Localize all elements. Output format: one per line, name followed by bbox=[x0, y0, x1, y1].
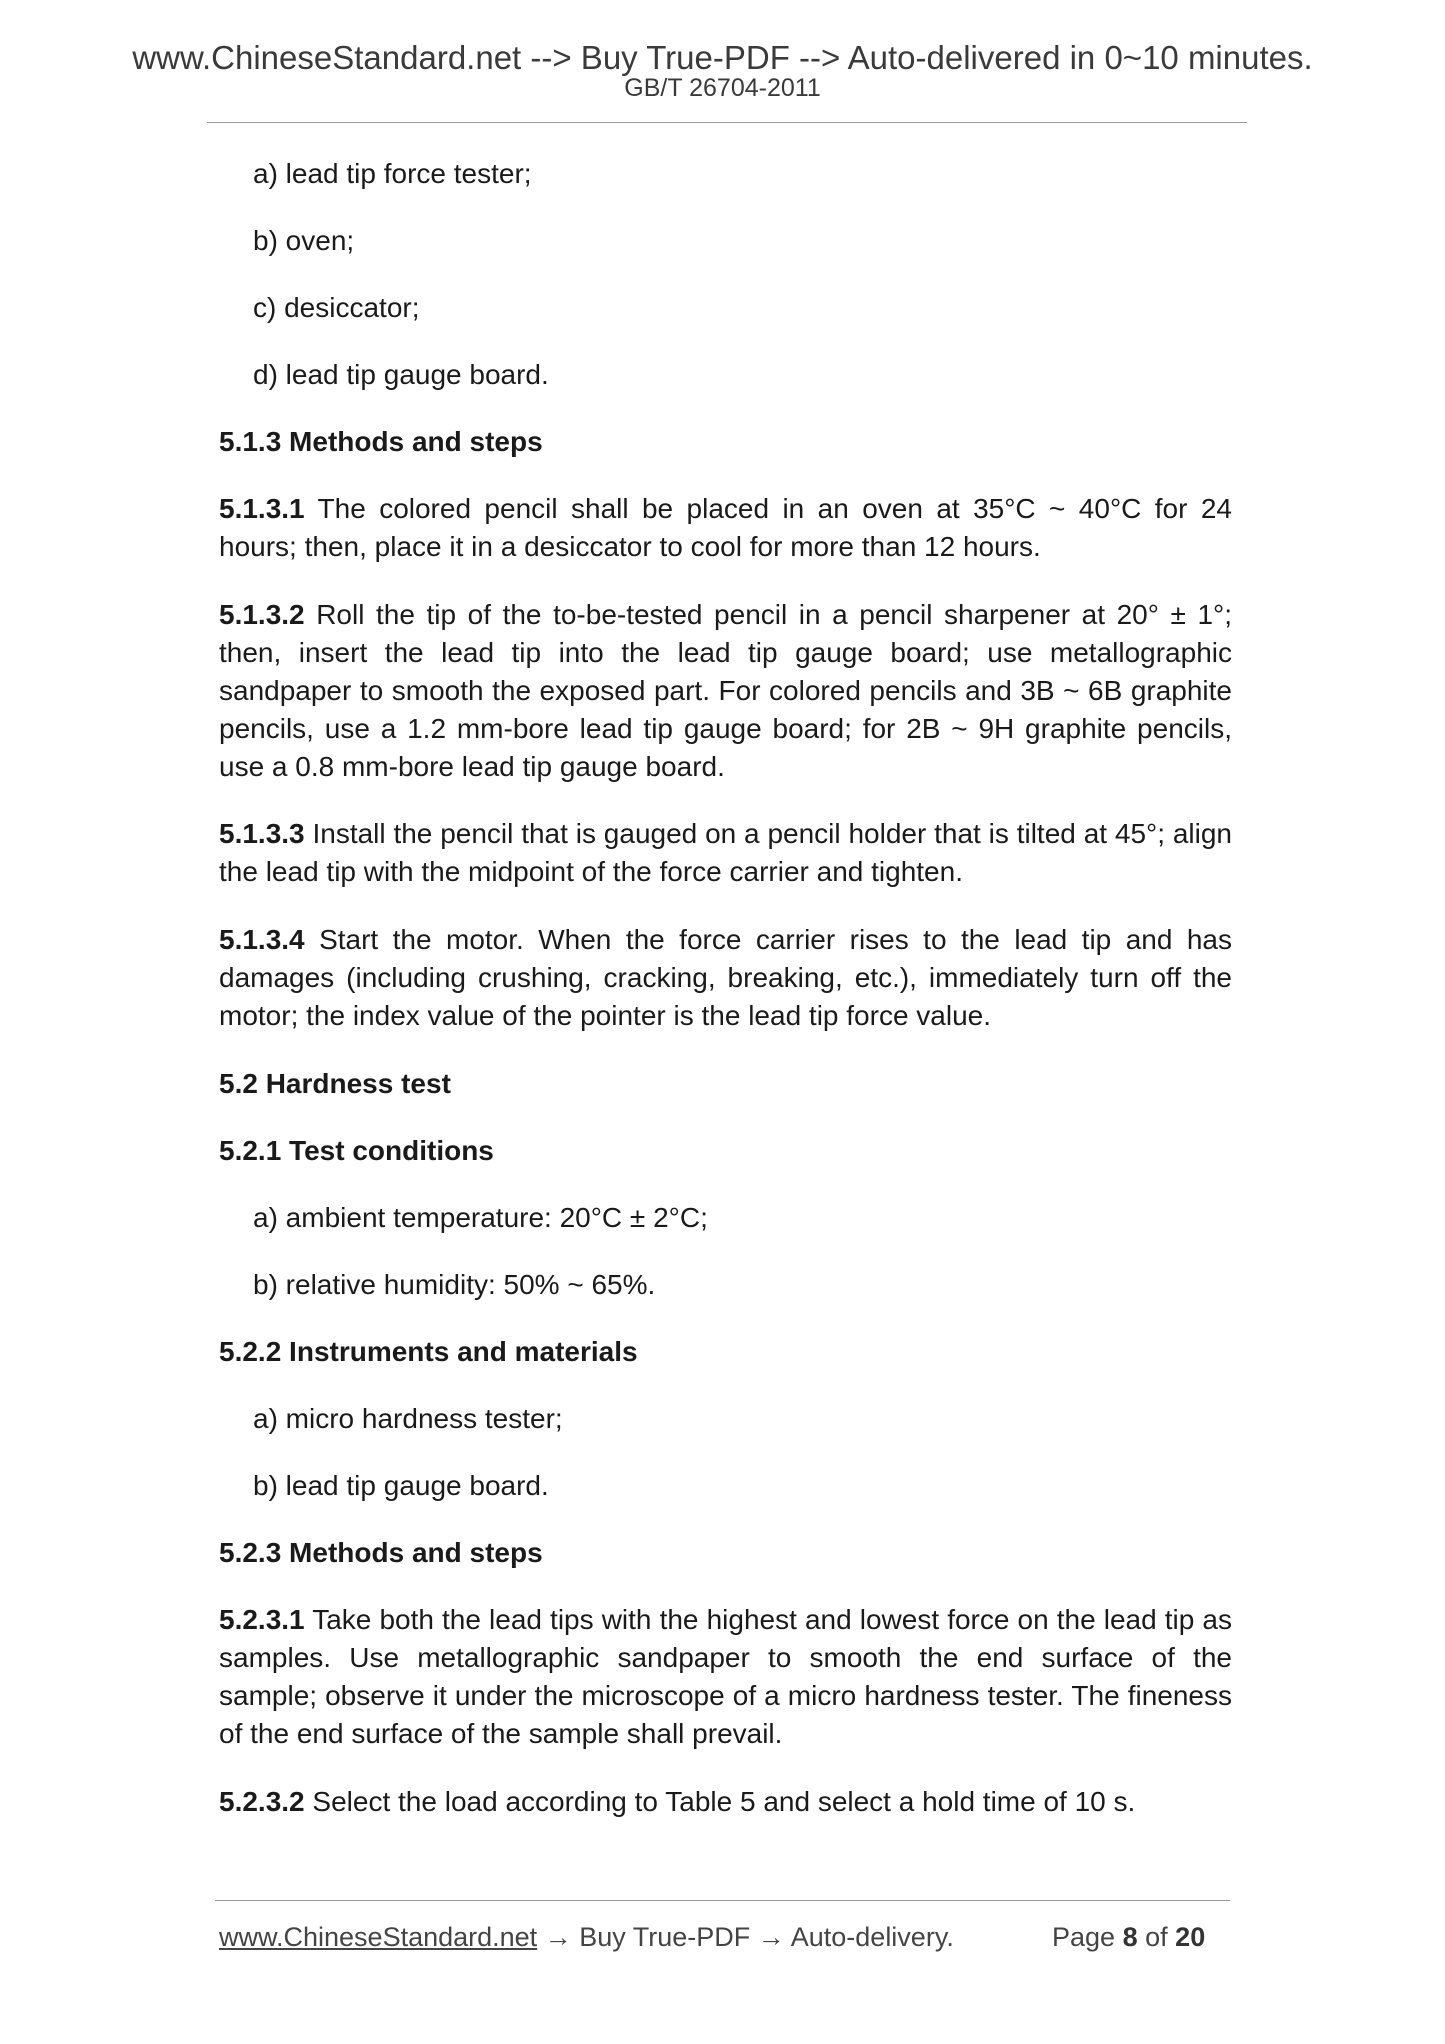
section-heading-5-2-2: 5.2.2 Instruments and materials bbox=[219, 1336, 638, 1367]
list-item: d) lead tip gauge board. bbox=[253, 359, 549, 390]
clause-number: 5.2.3.2 bbox=[219, 1786, 305, 1817]
clause-number: 5.2.3.1 bbox=[219, 1604, 305, 1635]
clause-number: 5.1.3.3 bbox=[219, 818, 305, 849]
footer-promo-text: → Buy True-PDF → Auto-delivery. bbox=[537, 1922, 954, 1952]
list-item: b) oven; bbox=[253, 225, 355, 256]
list-item: a) lead tip force tester; bbox=[253, 158, 532, 189]
clause-text: Roll the tip of the to-be-tested pencil in a pencil sharpener at 20° ± 1°; then, insert the lead tip into the lead tip gauge board; use metallographic sandpaper to smooth the exposed part. For colored pencils and 3B ~ 6B graphite pencils, use a 1.2 mm-bore lead tip gauge board; for 2B ~ 9H graphite pencils, use a 0.8 mm-bore lead tip gauge board. bbox=[219, 599, 1232, 782]
doc-code: GB/T 26704-2011 bbox=[624, 74, 821, 102]
clause-number: 5.1.3.4 bbox=[219, 924, 305, 955]
paragraph-5-2-3-2 bbox=[219, 1783, 1232, 1821]
list-item: a) micro hardness tester; bbox=[253, 1403, 563, 1434]
paragraph-5-2-3-1 bbox=[219, 1601, 1232, 1753]
footer-divider bbox=[215, 1900, 1230, 1901]
clause-number: 5.1.3.1 bbox=[219, 493, 305, 524]
total-pages: 20 bbox=[1175, 1922, 1206, 1952]
paragraph-5-1-3-4 bbox=[219, 921, 1232, 1035]
list-item: a) ambient temperature: 20°C ± 2°C; bbox=[253, 1202, 708, 1233]
list-item: b) lead tip gauge board. bbox=[253, 1470, 549, 1501]
footer-promo bbox=[219, 1920, 954, 1954]
clause-text: Take both the lead tips with the highest and lowest force on the lead tip as samples. Use metallographic sandpaper to smooth the end surface of the sample; observe it under the microscope of a micro hardness tester. The fineness of the end surface of the sample shall prevail. bbox=[219, 1604, 1232, 1749]
page-indicator bbox=[1052, 1920, 1205, 1954]
clause-number: 5.1.3.2 bbox=[219, 599, 305, 630]
top-banner[interactable]: www.ChineseStandard.net --> Buy True-PDF --> Auto-delivered in 0~10 minutes. bbox=[132, 39, 1313, 76]
paragraph-5-1-3-3 bbox=[219, 815, 1232, 891]
page-label: Page bbox=[1052, 1922, 1116, 1952]
list-item: b) relative humidity: 50% ~ 65%. bbox=[253, 1269, 656, 1300]
section-heading-5-2: 5.2 Hardness test bbox=[219, 1068, 451, 1099]
clause-text: Start the motor. When the force carrier rises to the lead tip and has damages (including crushing, cracking, breaking, etc.), immediately turn off the motor; the index value of the pointer is the lead tip force value. bbox=[219, 924, 1232, 1031]
clause-text: Install the pencil that is gauged on a pencil holder that is tilted at 45°; align the lead tip with the midpoint of the force carrier and tighten. bbox=[219, 818, 1232, 887]
clause-text: Select the load according to Table 5 and select a hold time of 10 s. bbox=[304, 1786, 1136, 1817]
section-heading-5-2-1: 5.2.1 Test conditions bbox=[219, 1135, 494, 1166]
paragraph-5-1-3-2 bbox=[219, 596, 1232, 786]
section-heading-5-2-3: 5.2.3 Methods and steps bbox=[219, 1537, 543, 1568]
footer-site-link[interactable]: www.ChineseStandard.net bbox=[219, 1922, 538, 1952]
list-item: c) desiccator; bbox=[253, 292, 420, 323]
section-heading-5-1-3: 5.1.3 Methods and steps bbox=[219, 426, 543, 457]
clause-text: The colored pencil shall be placed in an oven at 35°C ~ 40°C for 24 hours; then, place it in a desiccator to cool for more than 12 hours. bbox=[219, 493, 1232, 562]
current-page-number: 8 bbox=[1122, 1922, 1138, 1952]
header-divider bbox=[207, 122, 1247, 123]
of-label: of bbox=[1145, 1922, 1168, 1952]
paragraph-5-1-3-1 bbox=[219, 490, 1232, 566]
